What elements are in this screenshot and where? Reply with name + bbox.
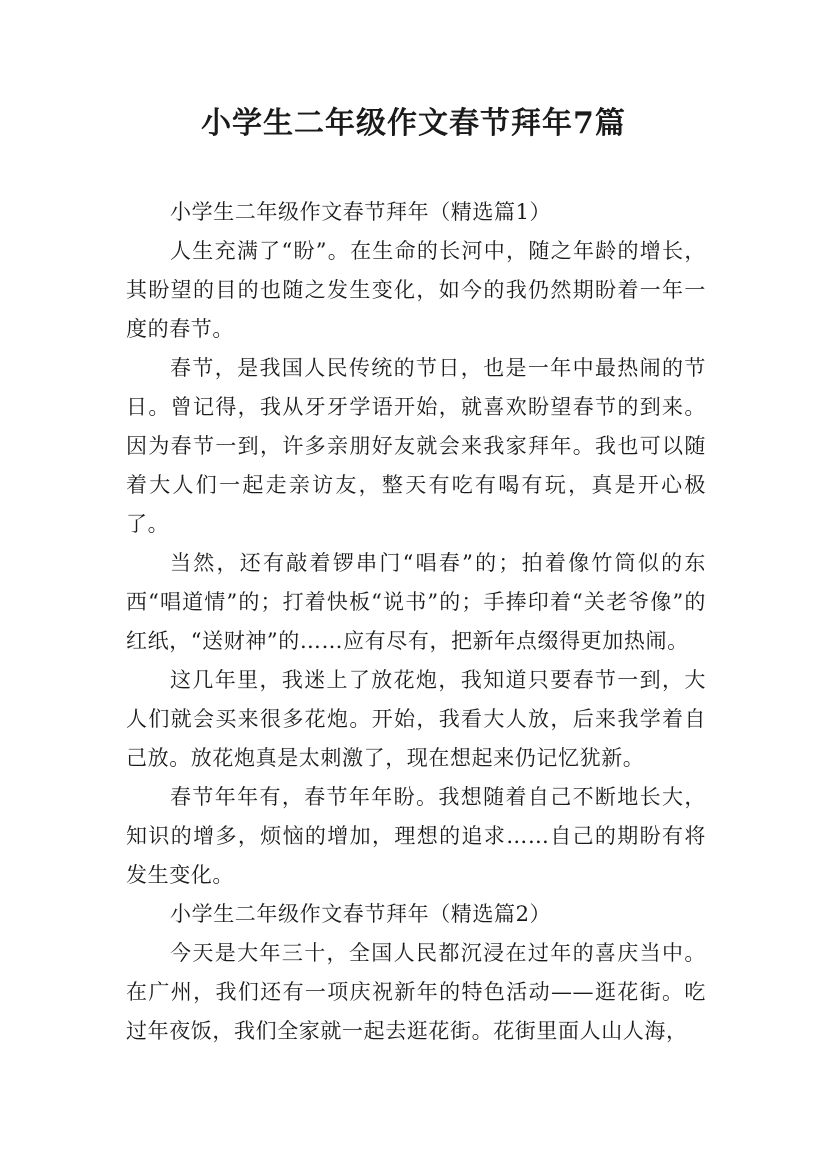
paragraph: 春节，是我国人民传统的节日，也是一年中最热闹的节日。曾记得，我从牙牙学语开始，就喜欢盼望春节的到来。因为春节一到，许多亲朋好友就会来我家拜年。我也可以随着大人们一起走亲访友，整天有吃有喝有玩，真是开心极了。 xyxy=(126,356,706,536)
paragraph: 当然，还有敲着锣串门“唱春”的；拍着像竹筒似的东西“唱道情”的；打着快板“说书”的；手捧印着“关老爷像”的红纸，“送财神”的……应有尽有，把新年点缀得更加热闹。 xyxy=(126,551,706,653)
paragraph: 春节年年有，春节年年盼。我想随着自己不断地长大，知识的增多，烦恼的增加，理想的追求……自己的期盼有将发生变化。 xyxy=(126,785,706,887)
section-heading-1: 小学生二年级作文春节拜年（精选篇1） xyxy=(170,200,552,224)
document-body xyxy=(126,193,706,1051)
paragraph: 今天是大年三十，全国人民都沉浸在过年的喜庆当中。在广州，我们还有一项庆祝新年的特色活动——逛花街。吃过年夜饭，我们全家就一起去逛花街。花街里面人山人海， xyxy=(126,941,706,1043)
paragraph: 这几年里，我迷上了放花炮，我知道只要春节一到，大人们就会买来很多花炮。开始，我看大人放，后来我学着自己放。放花炮真是太刺激了，现在想起来仍记忆犹新。 xyxy=(126,668,706,770)
paragraph: 人生充满了“盼”。在生命的长河中，随之年龄的增长，其盼望的目的也随之发生变化，如今的我仍然期盼着一年一度的春节。 xyxy=(126,239,706,341)
document-title: 小学生二年级作文春节拜年7篇 xyxy=(201,106,626,141)
section-heading-2: 小学生二年级作文春节拜年（精选篇2） xyxy=(170,902,552,926)
